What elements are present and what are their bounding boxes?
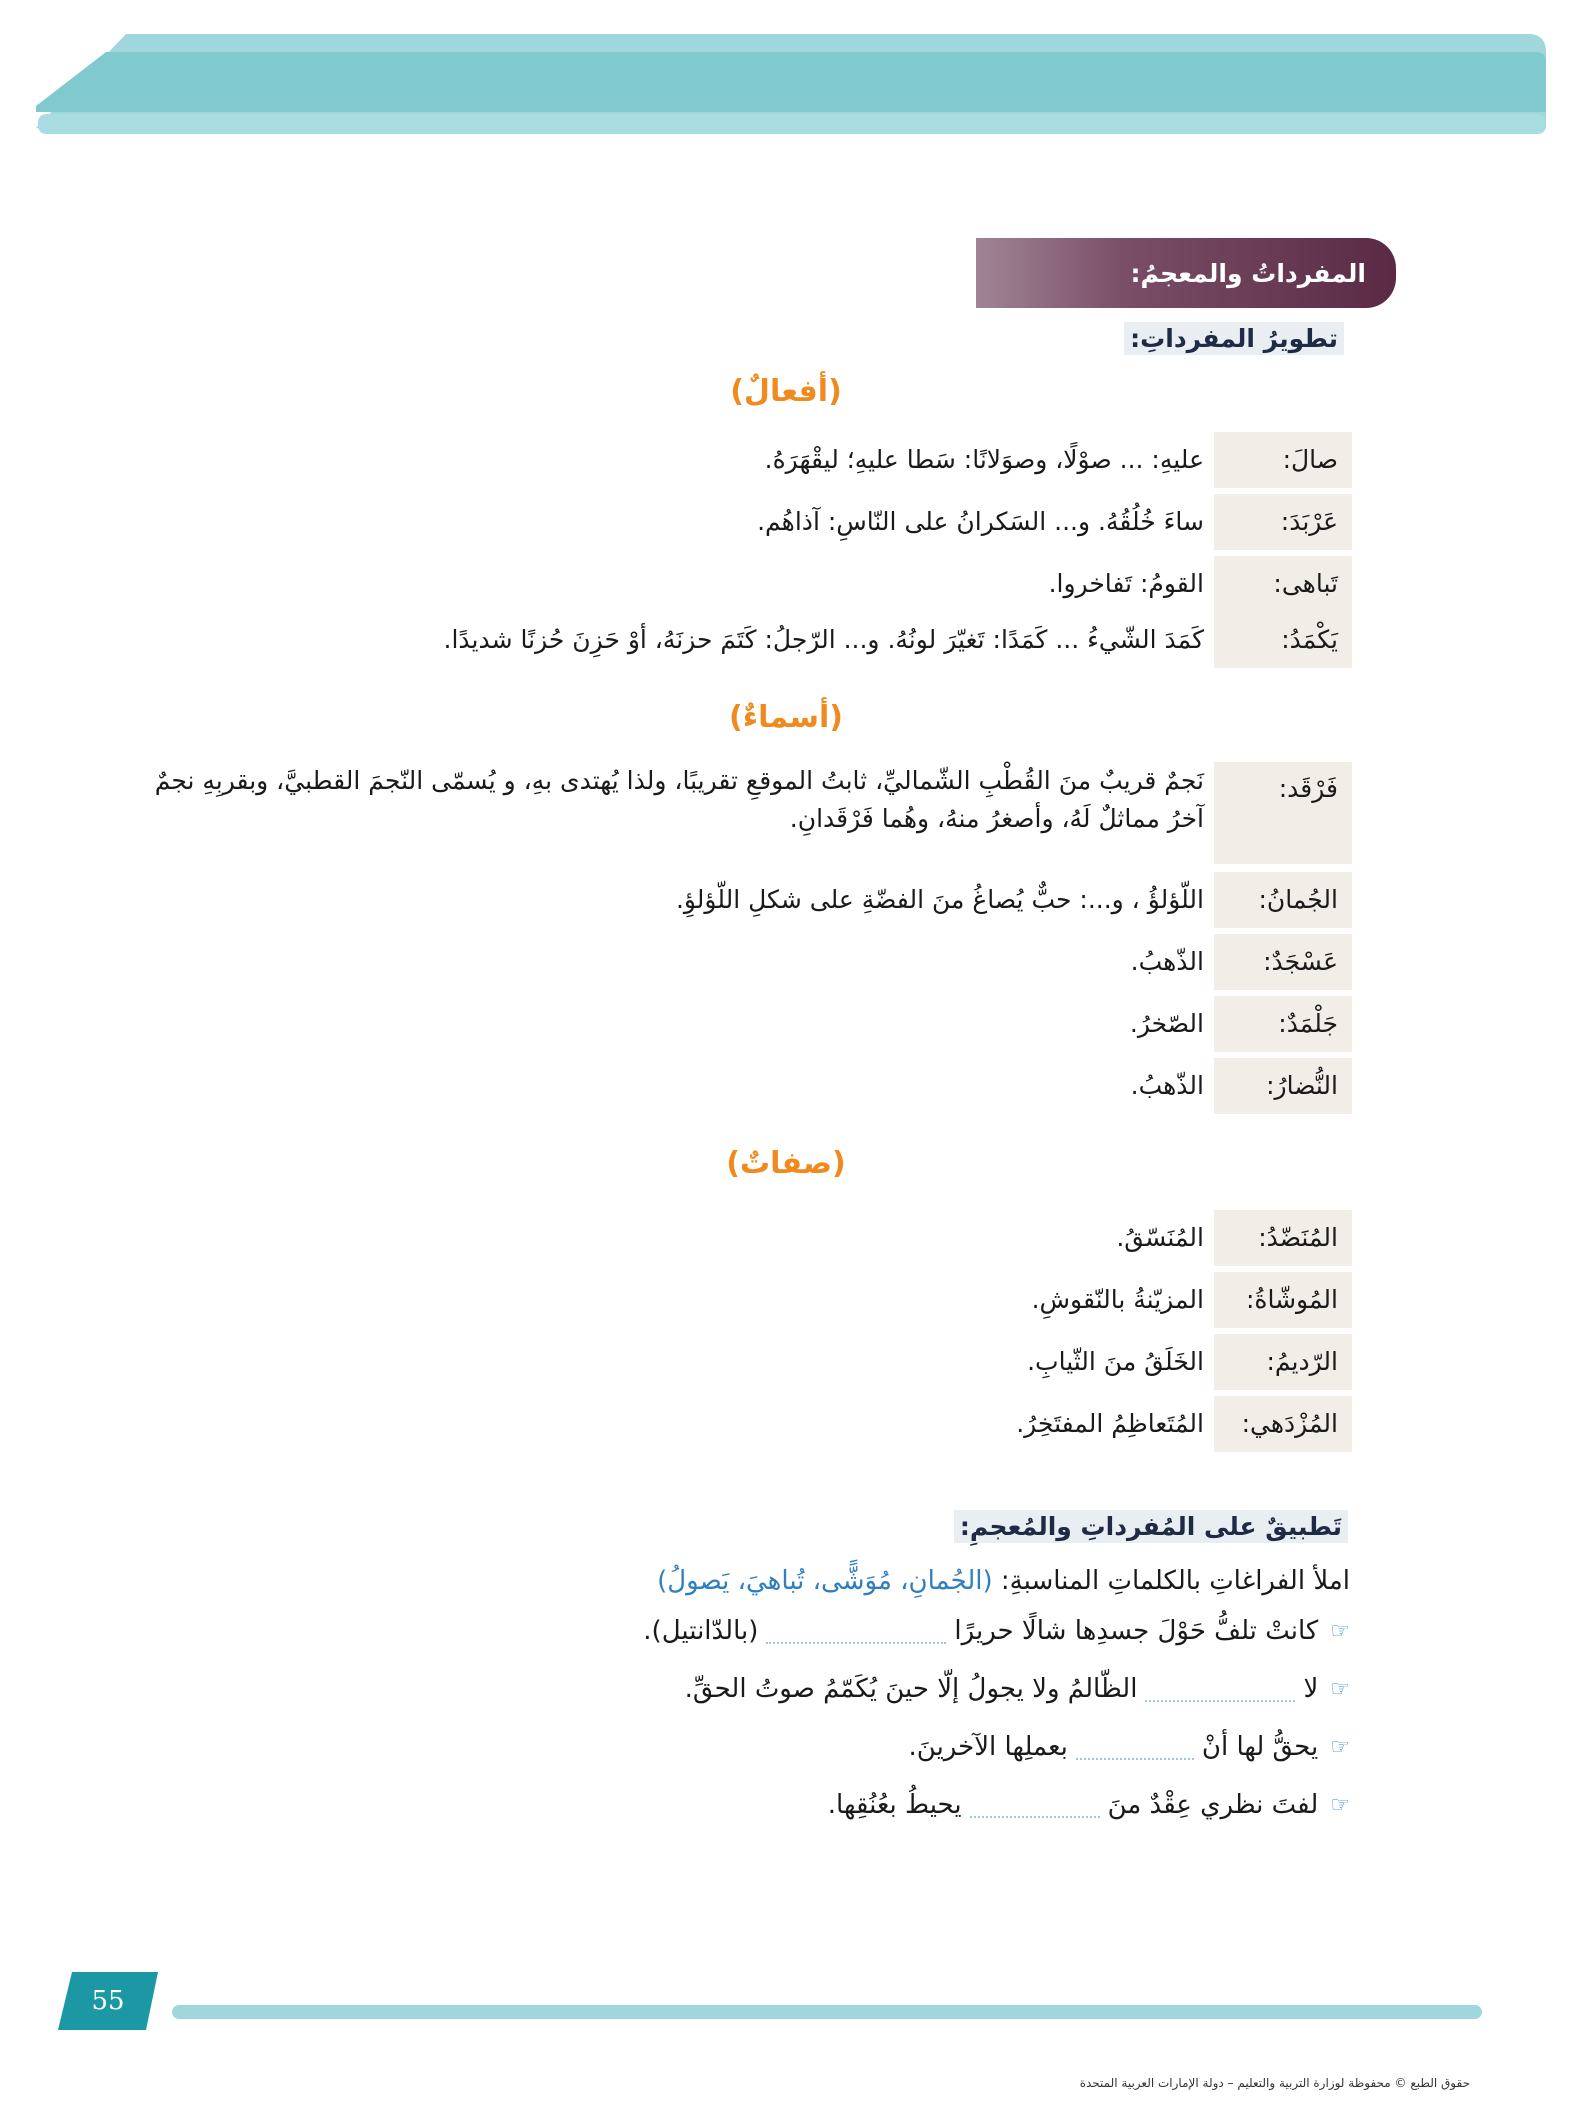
- sentence-after: بعملِها الآخرينَ.: [908, 1732, 1068, 1762]
- pointing-hand-icon: ☞: [1330, 1792, 1350, 1818]
- exercise-item: [909, 1732, 1350, 1762]
- exercise-instruction: [657, 1566, 1350, 1596]
- vocab-term: جَلْمَدٌ:: [1214, 996, 1352, 1052]
- category-verbs-title: (أفعالٌ): [730, 374, 842, 409]
- category-adjectives-title: (صفاتٌ): [726, 1146, 846, 1181]
- vocab-definition: المزيّنةُ بالنّقوشِ.: [1031, 1285, 1204, 1315]
- vocab-term: الرّديمُ:: [1214, 1334, 1352, 1390]
- vocab-definition: نَجمٌ قريبٌ منَ القُطْبِ الشّماليِّ، ثابتُ الموقعِ تقريبًا، ولذا يُهتدى بهِ، و يُسمّى النّجمَ القطبيَّ، وبقربِهِ نجمٌ آخرُ مماثلٌ لَهُ، وأصغرُ منهُ، وهُما فَرْقَدانِ.: [154, 766, 1204, 833]
- vocab-term: عَسْجَدٌ:: [1214, 934, 1352, 990]
- vocab-entry: [1016, 1396, 1352, 1452]
- vocab-definition: المُنَسّقُ.: [1116, 1223, 1204, 1253]
- exercise-item: [828, 1790, 1350, 1820]
- vocab-entry: [1131, 1058, 1352, 1114]
- vocab-entry: [1049, 556, 1352, 612]
- bottom-rule: [172, 2005, 1482, 2019]
- subsection-heading-application: تَطبيقٌ على المُفرداتِ والمُعجمِ:: [954, 1510, 1348, 1543]
- vocab-term: الجُمانُ:: [1214, 872, 1352, 928]
- vocab-definition: كَمَدَ الشّيءُ ... كَمَدًا: تَغيّرَ لونُهُ. و... الرّجلُ: كَتَمَ حزنَهُ، أوْ حَزِنَ حُزنًا شديدًا.: [443, 625, 1204, 655]
- vocab-entry: [444, 612, 1352, 668]
- pointing-hand-icon: ☞: [1330, 1676, 1350, 1702]
- vocab-definition: الصّخرُ.: [1129, 1009, 1204, 1039]
- vocab-definition: القومُ: تَفاخروا.: [1048, 569, 1204, 599]
- category-nouns-title: (أسماءٌ): [729, 700, 843, 735]
- vocab-entry: [676, 872, 1352, 928]
- sentence-before: يحقُّ لها أنْ: [1201, 1732, 1319, 1762]
- vocab-term: عَرْبَدَ:: [1214, 494, 1352, 550]
- vocab-definition: اللّؤلؤُ ، و...: حبٌّ يُصاغُ منَ الفضّةِ على شكلِ اللّؤلؤِ.: [675, 885, 1204, 915]
- vocab-definition: الذّهبُ.: [1130, 947, 1204, 977]
- vocab-definition: عليهِ: ... صوْلًا، وصوَلانًا: سَطا عليهِ؛ ليقْهَرَهُ.: [764, 445, 1204, 475]
- vocab-entry: [144, 762, 1352, 864]
- vocab-term: يَكْمَدُ:: [1214, 612, 1352, 668]
- sentence-before: كانتْ تلفُّ حَوْلَ جسدِها شالًا حريرًا: [954, 1616, 1319, 1646]
- instruction-text: املأ الفراغاتِ بالكلماتِ المناسبةِ:: [1000, 1566, 1350, 1596]
- vocab-entry: [1032, 1272, 1352, 1328]
- vocab-entry: [1116, 1210, 1352, 1266]
- answer-blank[interactable]: [970, 1792, 1100, 1818]
- sentence-after: (بالدّانتيل).: [643, 1616, 759, 1646]
- answer-blank[interactable]: [766, 1618, 946, 1644]
- subsection-heading-vocab: تطويرُ المفرداتِ:: [1124, 322, 1344, 355]
- vocab-entry: [1130, 996, 1352, 1052]
- vocab-term: المُنَضّدُ:: [1214, 1210, 1352, 1266]
- vocab-term: المُوشّاةُ:: [1214, 1272, 1352, 1328]
- vocab-term: المُزْدَهي:: [1214, 1396, 1352, 1452]
- answer-blank[interactable]: [1076, 1734, 1194, 1760]
- answer-blank[interactable]: [1145, 1676, 1295, 1702]
- vocab-definition: المُتَعاظِمُ المفتَخِرُ.: [1016, 1409, 1204, 1439]
- word-bank: (الجُمانِ، مُوَشًّى، تُباهيَ، يَصولُ): [657, 1566, 993, 1596]
- sentence-before: لا: [1303, 1674, 1319, 1704]
- vocab-entry: [1027, 1334, 1352, 1390]
- pointing-hand-icon: ☞: [1330, 1734, 1350, 1760]
- section-title-tab: [976, 238, 1396, 308]
- vocab-entry: [1131, 934, 1352, 990]
- exercise-item: [643, 1616, 1350, 1646]
- vocab-term: فَرْقَد:: [1214, 762, 1352, 864]
- page-number: 55: [91, 1986, 125, 2016]
- top-banner-decoration: [36, 32, 1546, 136]
- exercise-item: [685, 1674, 1350, 1704]
- vocab-definition: الذّهبُ.: [1130, 1071, 1204, 1101]
- pointing-hand-icon: ☞: [1330, 1618, 1350, 1644]
- vocab-definition: ساءَ خُلُقُهُ. و... السَكرانُ على النّاسِ: آذاهُم.: [757, 507, 1204, 537]
- page-number-badge: [58, 1972, 158, 2030]
- vocab-entry: [757, 494, 1352, 550]
- section-title: المفرداتُ والمعجمُ:: [1130, 258, 1366, 288]
- sentence-after: يحيطُ بعُنُقِها.: [827, 1790, 962, 1820]
- vocab-term: تَباهى:: [1214, 556, 1352, 612]
- vocab-entry: [765, 432, 1352, 488]
- copyright-footer: حقوق الطبع © محفوظة لوزارة التربية والتعليم – دولة الإمارات العربية المتحدة: [1079, 2076, 1470, 2090]
- sentence-before: لفتَ نظري عِقْدٌ منَ: [1107, 1790, 1319, 1820]
- sentence-after: الظّالمُ ولا يجولُ إلّا حينَ يُكَمّمُ صوتُ الحقِّ.: [684, 1674, 1138, 1704]
- vocab-term: النُّضارُ:: [1214, 1058, 1352, 1114]
- vocab-term: صالَ:: [1214, 432, 1352, 488]
- vocab-definition: الخَلَقُ منَ الثّيابِ.: [1027, 1347, 1204, 1377]
